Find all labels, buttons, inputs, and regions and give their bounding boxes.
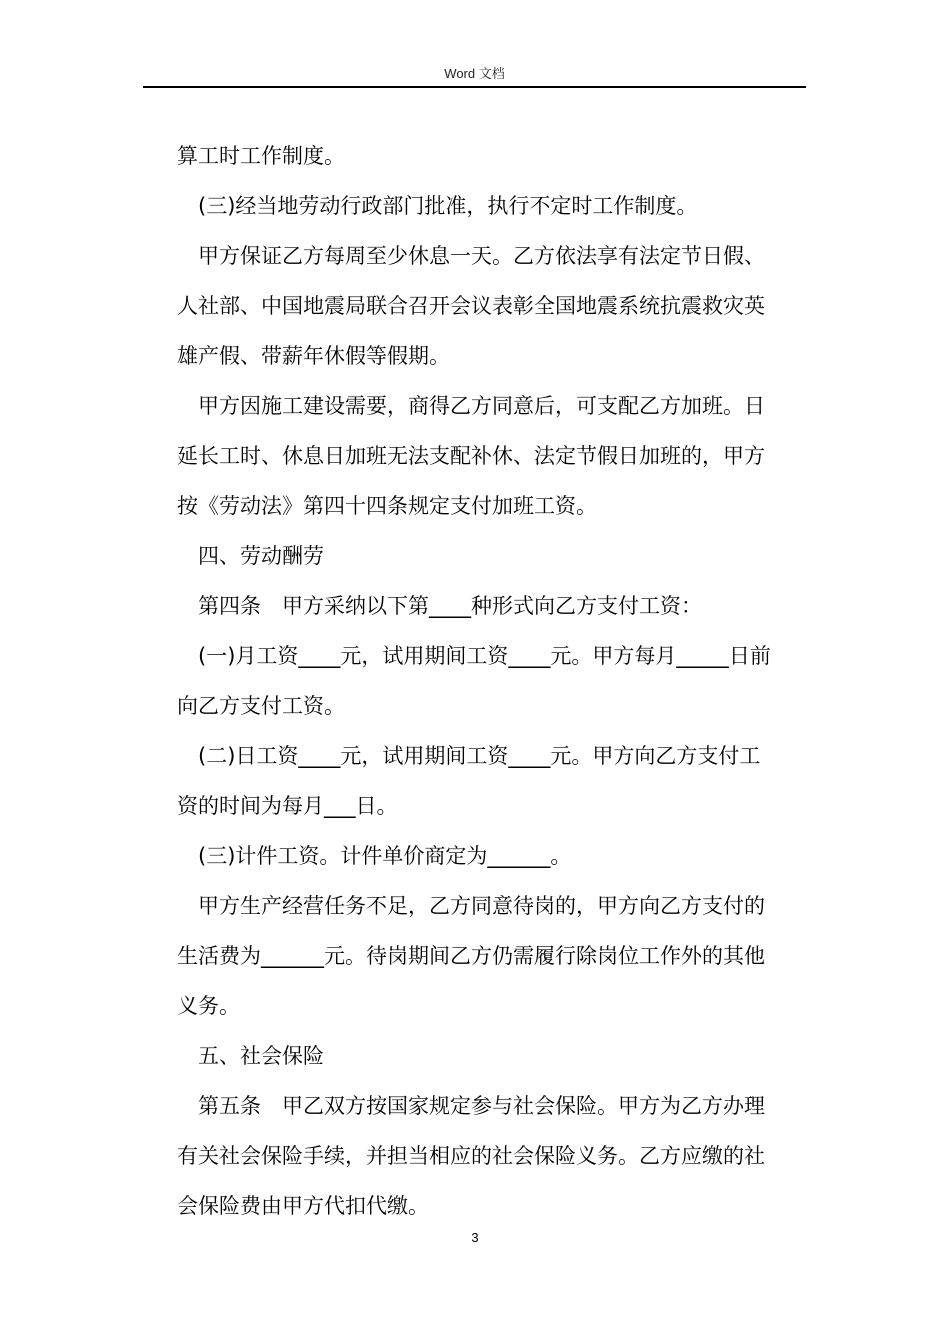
body-line: 义务。 [177, 994, 240, 1018]
document-body [177, 131, 809, 1231]
body-line: 延长工时、休息日加班无法支配补休、法定节假日加班的，甲方 [177, 444, 765, 468]
body-line: 生活费为______元。待岗期间乙方仍需履行除岗位工作外的其他 [177, 944, 765, 968]
body-line: 向乙方支付工资。 [177, 694, 345, 718]
body-line: 甲方保证乙方每周至少休息一天。乙方依法享有法定节日假、 [198, 244, 765, 268]
body-line: (二)日工资____元，试用期间工资____元。甲方向乙方支付工 [198, 744, 761, 768]
header-rule [143, 86, 806, 88]
page-number: 3 [471, 1230, 479, 1245]
header-label: Word 文档 [444, 66, 505, 81]
body-line: 按《劳动法》第四十四条规定支付加班工资。 [177, 494, 597, 518]
body-line: 资的时间为每月___日。 [177, 794, 398, 818]
body-line: 甲方生产经营任务不足，乙方同意待岗的，甲方向乙方支付的 [198, 894, 765, 918]
body-line: (三)计件工资。计件单价商定为______。 [198, 844, 572, 868]
body-line: 第五条 甲乙双方按国家规定参与社会保险。甲方为乙方办理 [198, 1094, 765, 1118]
body-line: 雄产假、带薪年休假等假期。 [177, 344, 450, 368]
body-line: 算工时工作制度。 [177, 144, 345, 168]
section-heading: 五、社会保险 [198, 1044, 324, 1068]
body-line: 第四条 甲方采纳以下第____种形式向乙方支付工资： [198, 594, 702, 618]
body-line: (三)经当地劳动行政部门批准，执行不定时工作制度。 [198, 194, 698, 218]
body-line: (一)月工资____元，试用期间工资____元。甲方每月_____日前 [198, 644, 771, 668]
body-line: 甲方因施工建设需要，商得乙方同意后，可支配乙方加班。日 [198, 394, 765, 418]
section-heading: 四、劳动酬劳 [198, 544, 324, 568]
body-line: 有关社会保险手续，并担当相应的社会保险义务。乙方应缴的社 [177, 1144, 765, 1168]
body-line: 会保险费由甲方代扣代缴。 [177, 1194, 429, 1218]
body-line: 人社部、中国地震局联合召开会议表彰全国地震系统抗震救灾英 [177, 294, 765, 318]
page-header [143, 64, 806, 88]
